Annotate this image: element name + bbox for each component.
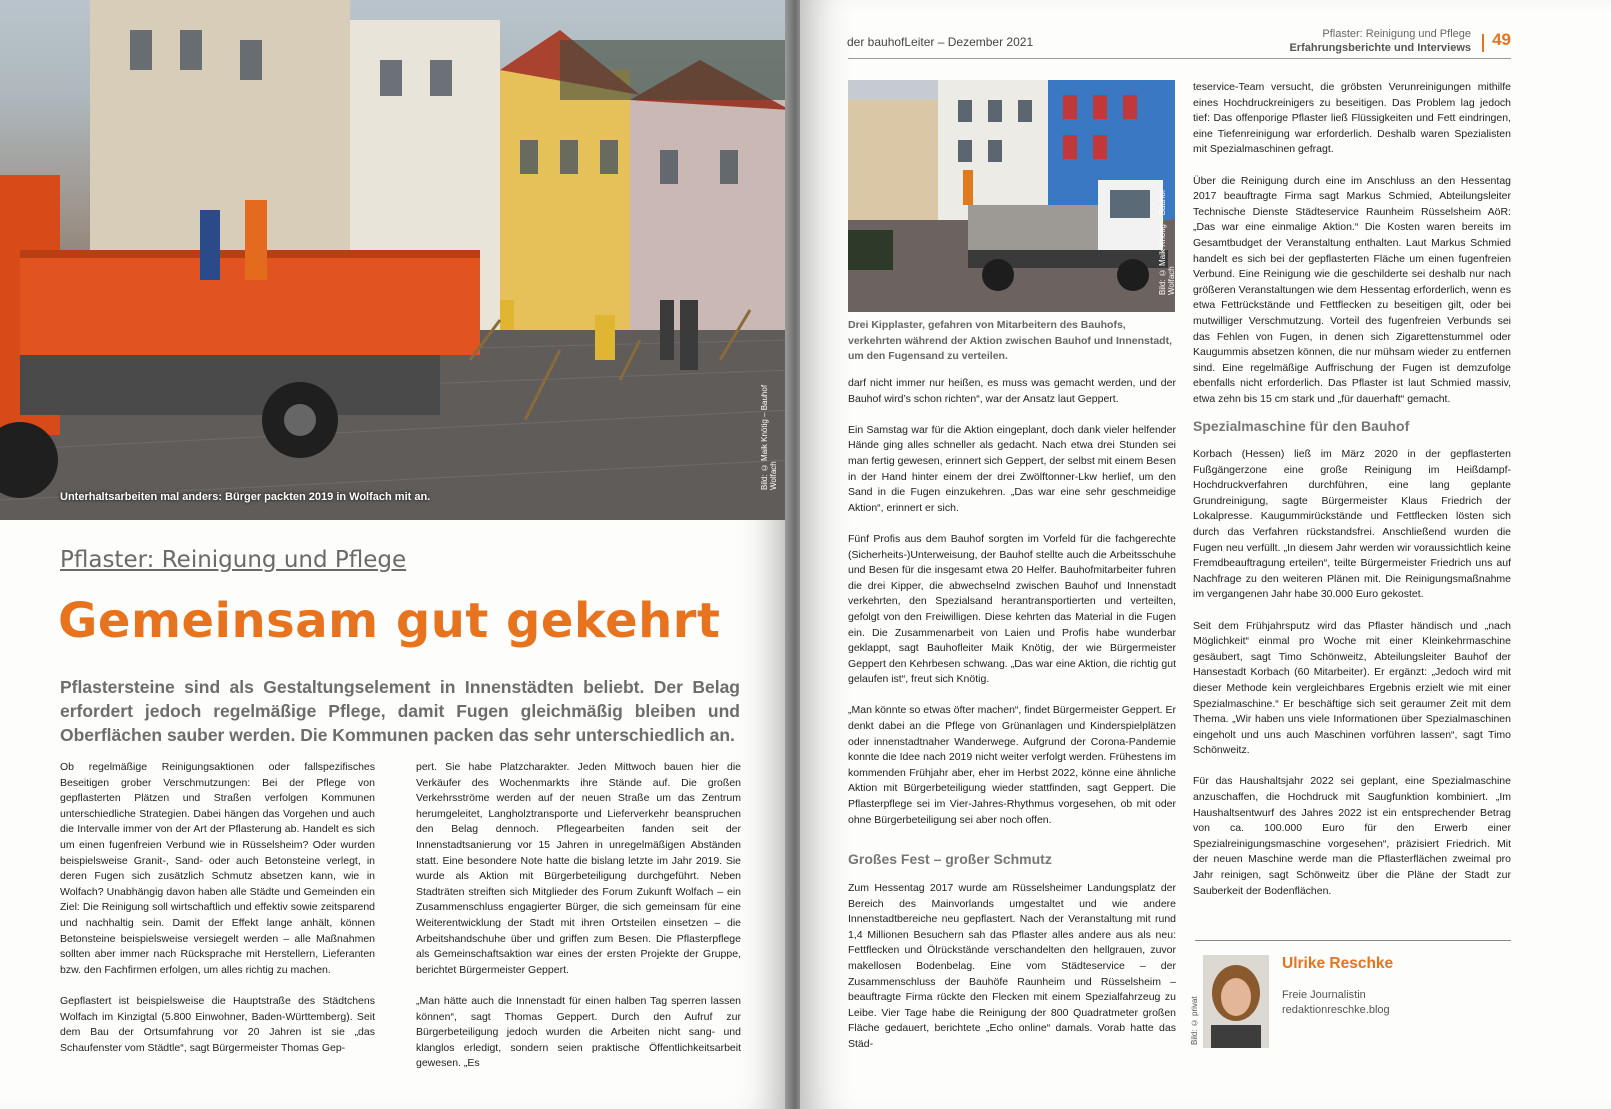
paragraph: Gepflastert ist beispielsweise die Hauptstraße des Städtchens Wolfach im Kinzigtal (5.800 Einwohner, Baden-Württemberg). Seit dem Bau der Ortsumfahrung vor 20 Jahren ist sie „das Schaufenster vom Städtle“, sagt Bürgermeister Thomas Gep- — [60, 994, 375, 1054]
paragraph: pert. Sie habe Platzcharakter. Jeden Mittwoch bauen hier die Verkäufer des Wochenmarkts ihre Stände auf. Die großen Verkehrsströme werden auf der neuen Straße um das Zentrum herumgeleitet, Langholztransporte und Lieferverkehr beanspruchen den Belag dennoch. Pflegearbeiten fanden seit der Innenstadtsanierung vor 15 Jahren in unregelmäßigen Abständen statt. Eine besondere Note hatte die bislang letzte im Jahr 2019. Sie wurde als Aktion mit Bürgerbeteiligung durchgeführt. Neben Stadträten streiften sich Mitglieder des Forum Zukunft Wolfach – ein Zusammenschluss engagierter Bürger, die sich gemeinsam für eine Weiterentwicklung der Stadt mit ihren Ortsteilen einsetzen – die Arbeitshandschuhe über und griffen zum Besen. Die Pflasterpflege als Gemeinschaftsaktion war eines der ersten Projekte der Gruppe, berichtet Bürgermeister Geppert. — [416, 761, 741, 976]
truck-photo-credit: Bild: © Maik Knötig – Bauhof Wolfach — [1158, 189, 1176, 295]
body-column-4b — [1193, 447, 1511, 915]
body-column-3 — [848, 376, 1176, 844]
article-headline: Gemeinsam gut gekehrt — [58, 593, 721, 649]
hero-illustration — [0, 0, 790, 520]
subheading-spezialmaschine: Spezialmaschine für den Bauhof — [1193, 418, 1410, 434]
truck-photo — [848, 80, 1175, 312]
body-column-3b — [848, 881, 1176, 1068]
page-number: 49 — [1492, 30, 1511, 49]
paragraph: Für das Haushaltsjahr 2022 sei geplant, eine Spezialmaschine anzuschaffen, die Hochdruck mit Saugfunktion kombiniert. „Im Haushaltsentwurf des Jahres 2022 ist ein entsprechender Betrag von ca. 100.000 Euro für den Erwerb einer Spezialreinigungsmaschine vorgesehen“, präzisiert Friedrich. Mit der neuen Maschine werde man die Pflasterflächen zweimal pro Jahr reinigen, sagt Schönweitz über die Pläne der Stadt zur Sauberkeit der Bodenflächen. — [1193, 775, 1511, 897]
paragraph: Fünf Profis aus dem Bauhof sorgten im Vorfeld für die fachgerechte (Sicherheits-)Unterweisung, der Bauhof stellte auch die Arbeitsschuhe und Besen für die insgesamt etwa 20 Helfer. Bauhofmitarbeiter fuhren die drei Kipper, die abwechselnd zwischen Bauhof und Innenstadt verkehrten, den Spezialsand herantransportierten und verteilten, gefolgt von den Freiwilligen. Diese kehrten das Material in die Fugen ein. Die Zusammenarbeit von Laien und Profis habe wunderbar geklappt, sagt Bauhofleiter Maik Knötig, der wie Bürgermeister Geppert den Kehrbesen schwang. „Das war eine Aktion, die richtig gut gelaufen ist“, freut sich Knötig. — [848, 532, 1176, 686]
running-header-left: der bauhofLeiter – Dezember 2021 — [847, 35, 1034, 49]
author-info — [1282, 988, 1390, 1018]
body-column-2 — [416, 760, 741, 1087]
hero-photo — [0, 0, 790, 520]
paragraph: „Man hätte auch die Innenstadt für einen halben Tag sperren lassen können“, sagt Thomas Geppert. Durch den Aufruf zur Bürgerbeteiligung jedoch wurden die Arbeiten nicht sang- und klanglos erledigt, sondern seien praktische Öffentlichkeitsarbeit gewesen. „Es — [416, 994, 741, 1070]
right-page — [800, 0, 1611, 1109]
author-website[interactable]: redaktionreschke.blog — [1282, 1004, 1390, 1016]
article-lead: Pflastersteine sind als Gestaltungselement in Innenstädten beliebt. Der Belag erfordert jedoch regelmäßige Pflege, damit Fugen gleichmäßig bleiben und Oberflächen sauber werden. Die Kommunen packen das sehr unterschiedlich an. — [60, 677, 740, 745]
running-header-right — [1289, 27, 1471, 55]
author-photo-credit: Bild: © privat — [1190, 996, 1199, 1045]
author-role: Freie Journalistin — [1282, 989, 1366, 1001]
paragraph: Über die Reinigung durch eine im Anschluss an den Hessentag 2017 beauftragte Firma sagt Markus Schmied, Abteilungsleiter Technische Dienste Städteservice Raunheim Rüsselsheim AöR: „Das war eine einmalige Aktion.“ Die Kosten waren bereits im Gesamtbudget der Veranstaltung enthalten. Laut Markus Schmied handelt es sich bei der gepflasterten Fläche um einen fugenfreien Verbund. Eine Reinigung wie die geschilderte sei deshalb nur nach größeren Veranstaltungen wie dem Hessentag erforderlich, wenn es etwa Fettrückstände und Fettflecken zu beseitigen gilt, oder bei mutwilliger Verschmutzung. Vorteil des fugenfreien Verbunds sei das Fehlen von Fugen, in denen sich Zigarettenstummel oder Kaugummis absetzen können, die nur mühsam wieder zu entfernen sind. Eine regelmäßige Auffrischung der Fugen ist demzufolge ebenfalls nicht erforderlich. Das Pflaster ist laut Schmied massiv, etwa zehn bis 15 cm stark und „für dauerhaft“ gemacht. — [1193, 174, 1511, 405]
author-portrait — [1203, 955, 1269, 1048]
paragraph: Korbach (Hessen) ließ im März 2020 in der gepflasterten Fußgängerzone eine große Reinigung im Heißdampf-Hochdruckverfahren durchführen, eine lang geplante Grundreinigung, sagte Bürgermeister Klaus Friedrich der Lokalpresse. Kaugummirückstände und Fettflecken lösten sich durch das Verfahren rückstandsfrei. Anschließend wurden die Fugen neu verfüllt. „In diesem Jahr werden wir voraussichtlich keine Fremdbeauftragung erteilen“, teilte Bürgermeister Friedrich uns auf Nachfrage zu den weiteren Plänen mit. Die Reinigungsmaßnahme im vergangenen Jahr habe 30.000 Euro gekostet. — [1193, 448, 1511, 601]
truck-illustration — [848, 80, 1175, 312]
page-number-divider — [1482, 34, 1484, 52]
hero-photo-credit: Bild: © Maik Knötig – Bauhof Wolfach — [760, 384, 778, 490]
subheading-fest: Großes Fest – großer Schmutz — [848, 851, 1052, 867]
avatar — [1203, 955, 1269, 1048]
hero-caption: Unterhaltsarbeiten mal anders: Bürger packten 2019 in Wolfach mit an. — [60, 491, 431, 503]
paragraph: darf nicht immer nur heißen, es muss was gemacht werden, und der Bauhof wird’s schon richten“, war der Ansatz laut Geppert. — [848, 377, 1176, 405]
running-header-section: Pflaster: Reinigung und Pflege — [1322, 28, 1471, 40]
truck-photo-caption: Drei Kipplaster, gefahren von Mitarbeitern des Bauhofs, verkehrten während der Aktion zwischen Bauhof und Innenstadt, um den Fugensand zu verteilen. — [848, 319, 1172, 362]
paragraph: Zum Hessentag 2017 wurde am Rüsselsheimer Landungsplatz der Bereich des Mainvorlands umgestaltet und wie andere Innenstadtbereiche neu gepflastert. Nach der Veranstaltung mit rund 1,4 Millionen Besuchern sah das Pflaster alles andere aus als neu: Fettflecken und Ölrückstände verschandelten den hellgrauen, zuvor makellosen Bodenbelag. Eine vom Städteservice – der Zusammenschluss der Bauhöfe Raunheim und Rüsselsheim – beauftragte Firma rückte den Flecken mit einem Spezialfahrzeug zu Leibe. Vier Tage habe die Reinigung der 800 Quadratmeter großen Fläche gedauert, berichtete „Echo online“ damals. Vorab hatte das Städ- — [848, 882, 1176, 1050]
left-page — [0, 0, 790, 1109]
body-column-1 — [60, 760, 375, 1072]
body-column-4 — [1193, 80, 1511, 423]
paragraph: Ein Samstag war für die Aktion eingeplant, doch dank vieler helfender Hände ging alles schneller als gedacht. Nach etwa drei Stunden sei man fertig gewesen, erinnert sich Geppert, der selbst mit einem Besen in der Hand hinter einem der drei Zwölftonner-Lkw herlief, um den Sand in die Fugen einzukehren. „Das war eine sehr geschmeidige Aktion“, erinnert er sich. — [848, 423, 1176, 514]
section-kicker: Pflaster: Reinigung und Pflege — [60, 547, 407, 573]
author-divider — [1195, 940, 1511, 941]
paragraph: teservice-Team versucht, die gröbsten Verunreinigungen mithilfe eines Hochdruckreinigers zu beseitigen. Das Problem lag jedoch tief: Das offenporige Pflaster ließ Flüssigkeiten und Fett eindringen, eine Tiefenreinigung war erforderlich. Deshalb waren Spezialisten mit Spezialmaschinen gefragt. — [1193, 81, 1511, 156]
paragraph: „Man könnte so etwas öfter machen“, findet Bürgermeister Geppert. Er denkt dabei an die Pflege von Grünanlagen und Kinderspielplätzen oder innenstadtnaher Wanderwege. Aufgrund der Corona-Pandemie konnte die Idee nach 2019 nicht weiter verfolgt werden. Frühestens im kommenden Frühjahr aber, eher im Herbst 2022, könne eine ähnliche Aktion mit Bürgerbeteiligung wieder stattfinden, sagt Geppert. Die Pflasterpflege sei im Vier-Jahres-Rhythmus vorgesehen, ob mit oder ohne Bürgerbeteiligung sei aber noch offen. — [848, 704, 1176, 826]
paragraph: Seit dem Frühjahrsputz wird das Pflaster händisch und „nach Möglichkeit“ einmal pro Woche mit einer Kleinkehrmaschine gesäubert, sagt Timo Schönweitz, Abteilungsleiter Bauhof der Hansestadt Korbach (60 Mitarbeiter). Er ergänzt: „Jedoch wird mit dieser Methode kein vergleichbares Ergebnis erzielt wie mit einer Spezialmaschine.“ Er beschäftige sich seit geraumer Zeit mit dem Thema. „Wir haben uns viele Informationen über Spezialmaschinen eingeholt und uns auch Maschinen vorführen lassen“, sagt Timo Schönweitz. — [1193, 619, 1511, 757]
paragraph: Ob regelmäßige Reinigungsaktionen oder fallspezifisches Beseitigen grober Verschmutzungen: Bei der Pflege von gepflasterten Plätzen und Straßen verfolgen Kommunen unterschiedliche Strategien. Dabei hängen das Vorgehen und auch die Intervalle immer von der Art der Pflasterung ab. Handelt es sich um einen fugenfreien Verbund wie in Rüsselsheim? Oder wurden beispielsweise Granit-, Sand- oder auch Betonsteine verlegt, in deren Fugen sich zusätzlich Schmutz absetzen kann, wie in Wolfach? Unabhängig davon haben alle Städte und Gemeinden ein Ziel: Die Reinigung soll wirtschaftlich und effektiv sowie zeitsparend und nachhaltig sein. Damit der Effekt lange anhält, können Betonsteine beispielsweise versiegelt werden – alle Maßnahmen sollten aber immer nach Rücksprache mit Herstellern, Lieferanten bzw. den Fachfirmen erfolgen, um alles richtig zu machen. — [60, 761, 375, 976]
running-header-subsection: Erfahrungsberichte und Interviews — [1289, 42, 1471, 54]
header-rule — [848, 58, 1511, 59]
author-name: Ulrike Reschke — [1282, 955, 1394, 972]
